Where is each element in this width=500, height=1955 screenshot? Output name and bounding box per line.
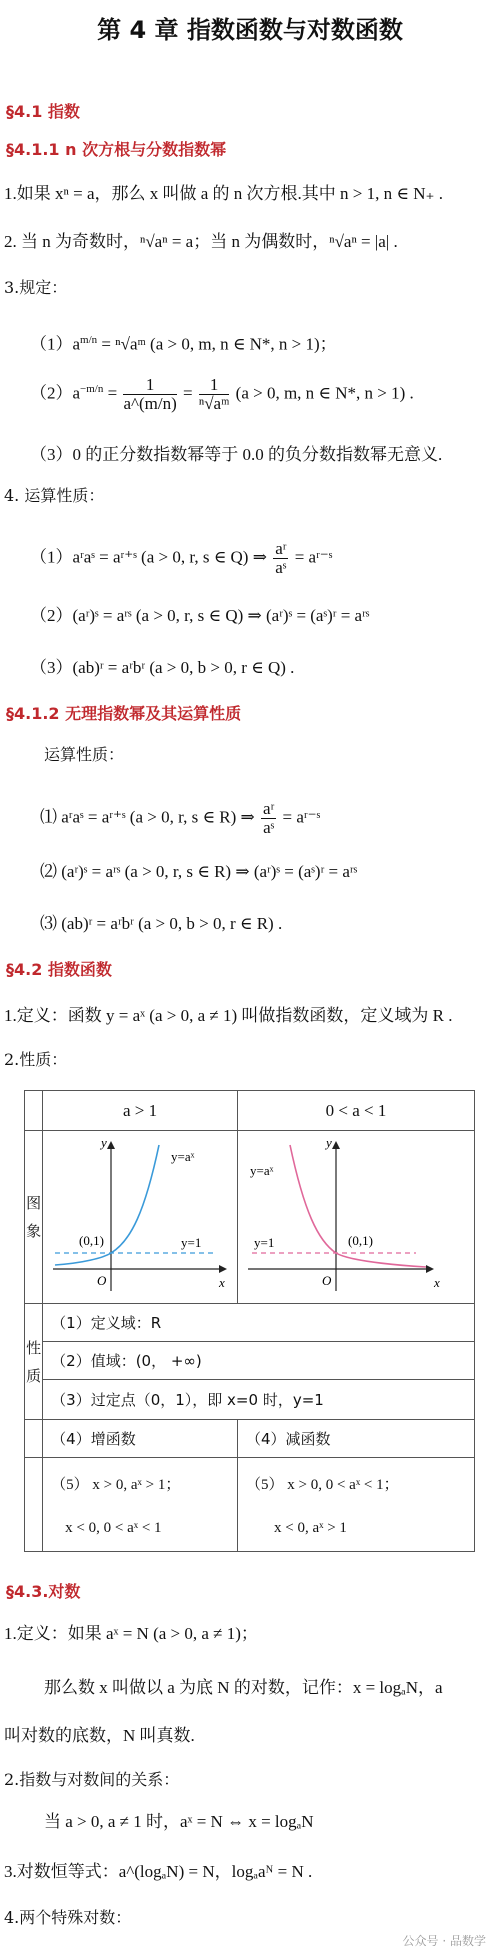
right-line-label: y=1	[254, 1235, 275, 1250]
prop-range: （2）值域：(0， +∞)	[43, 1342, 475, 1380]
rule-1	[30, 330, 337, 355]
left-origin: O	[97, 1273, 107, 1288]
prop-sign-decreasing: （5） x > 0, 0 < aˣ < 1； x < 0, aˣ > 1	[238, 1458, 475, 1552]
log-def: 1.定义：如果 aˣ = N (a > 0, a ≠ 1)；	[4, 1624, 258, 1643]
rule-title: 3.规定：	[4, 278, 68, 297]
log-def-2: 那么数 x 叫做以 a 为底 N 的对数，记作：x = logₐN，a	[44, 1678, 443, 1697]
rule-1-label: （1）	[30, 334, 73, 354]
header-a-gt-1: a > 1	[43, 1091, 238, 1131]
log-def-3: 叫对数的底数，N 叫真数.	[4, 1726, 195, 1745]
left-x-label: x	[219, 1275, 225, 1290]
image-row-label: 图 象	[25, 1131, 43, 1304]
exp-func-table	[24, 1090, 475, 1552]
graph-decreasing	[238, 1131, 474, 1299]
irr-op-1: ⑴ aʳaˢ = aʳ⁺ˢ (a > 0, r, s ∈ R) ⇒ $\frac{\text{aʳ}}{\text{aˢ}}$ = aʳ⁻ˢ	[40, 799, 321, 837]
watermark: 公众号 · 品数学	[402, 1934, 486, 1948]
decreasing-curve	[290, 1145, 426, 1267]
def-nth-root: 1.如果 xⁿ = a，那么 x 叫做 a 的 n 次方根.其中 n > 1, n ∈ N₊ .	[4, 184, 443, 203]
right-curve-label: y=aˣ	[250, 1163, 274, 1178]
graph-increasing-cell	[43, 1131, 238, 1304]
ops-title: 4. 运算性质：	[4, 486, 105, 505]
right-point-label: (0,1)	[348, 1233, 373, 1248]
op-1-frac: $\frac{\text{aʳ}}{\text{aˢ}}$	[275, 539, 287, 577]
property-row-label: 性 质	[25, 1304, 43, 1420]
irr-op-1-frac: $\frac{\text{aʳ}}{\text{aˢ}}$	[263, 799, 275, 837]
prop-blank-1	[25, 1420, 43, 1458]
left-point-label: (0,1)	[79, 1233, 105, 1248]
section-4-3-heading: §4.3.对数	[6, 1582, 81, 1601]
section-4-1-2-heading: §4.1.2 无理指数幂及其运算性质	[6, 704, 242, 723]
prop-domain: （1）定义域：R	[43, 1304, 475, 1342]
table-corner	[25, 1091, 43, 1131]
op-1: （1）aʳaˢ = aʳ⁺ˢ (a > 0, r, s ∈ Q) ⇒ $\frac{\text{aʳ}}{\text{aˢ}}$ = aʳ⁻ˢ	[30, 539, 333, 577]
left-y-label: y	[101, 1135, 107, 1150]
odd-even-root: 2. 当 n 为奇数时，ⁿ√aⁿ = a；当 n 为偶数时，ⁿ√aⁿ = |a| .	[4, 232, 398, 251]
rule-1-base: a	[72, 334, 81, 354]
exp-func-props-title: 2.性质：	[4, 1050, 68, 1069]
irr-op-3: ⑶ (ab)ʳ = aʳbʳ (a > 0, b > 0, r ∈ R) .	[40, 914, 283, 933]
exp-log-relation-title: 2.指数与对数间的关系：	[4, 1770, 180, 1789]
prop-increasing: （4）增函数	[43, 1420, 238, 1458]
rule-2-frac-b: $\frac{1}{\text{ⁿ√aᵐ}}$	[198, 375, 230, 413]
header-a-lt-1: 0 < a < 1	[238, 1091, 475, 1131]
op-2: （2）(aʳ)ˢ = aʳˢ (a > 0, r, s ∈ Q) ⇒ (aʳ)ˢ = (aˢ)ʳ = aʳˢ	[30, 606, 370, 625]
irr-ops-title: 运算性质：	[44, 745, 125, 764]
right-x-label: x	[434, 1275, 440, 1290]
irr-op-2: ⑵ (aʳ)ˢ = aʳˢ (a > 0, r, s ∈ R) ⇒ (aʳ)ˢ = (aˢ)ʳ = aʳˢ	[40, 862, 358, 881]
prop-decreasing: （4）减函数	[238, 1420, 475, 1458]
rule-2-label: （2）	[30, 383, 73, 403]
op-3: （3）(ab)ʳ = aʳbʳ (a > 0, b > 0, r ∈ Q) .	[30, 658, 295, 677]
right-y-label: y	[326, 1135, 332, 1150]
log-identity: 3.对数恒等式：a^(logₐN) = N，logₐaᴺ = N .	[4, 1862, 313, 1881]
graph-decreasing-cell	[238, 1131, 475, 1304]
right-origin: O	[322, 1273, 332, 1288]
left-line-label: y=1	[181, 1235, 202, 1250]
exp-func-def: 1.定义：函数 y = aˣ (a > 0, a ≠ 1) 叫做指数函数，定义域为 R .	[4, 1006, 453, 1025]
section-4-2-heading: §4.2 指数函数	[6, 960, 112, 979]
rule-2-cond: (a > 0, m, n ∈ N*, n > 1) .	[235, 383, 414, 403]
rule-1-exp: m/n	[80, 334, 98, 346]
rule-2: $(2)a^{-m/n}$ = $\frac{1}{a\^{}(m/n)}$ = $\frac{1}{\text{ⁿ√aᵐ}}$ (a > 0, m, n ∈ N*, n > 1) .	[30, 375, 414, 413]
rule-2-base: a	[72, 383, 81, 403]
section-4-1-heading: §4.1 指数	[6, 102, 80, 121]
section-4-1-1-heading: §4.1.1 n 次方根与分数指数幂	[6, 140, 227, 159]
prop-fixed-point: （3）过定点（0，1），即 x=0 时，y=1	[43, 1380, 475, 1420]
increasing-curve	[55, 1145, 159, 1265]
exp-log-relation: 当 a > 0, a ≠ 1 时，aˣ = N ⇔ x = logₐN	[44, 1812, 314, 1831]
graph-increasing	[43, 1131, 233, 1299]
prop-blank-2	[25, 1458, 43, 1552]
left-curve-label: y=aˣ	[171, 1149, 195, 1164]
rule-3: （3）0 的正分数指数幂等于 0.0 的负分数指数幂无意义.	[30, 445, 443, 464]
prop-sign-increasing: （5） x > 0, aˣ > 1； x < 0, 0 < aˣ < 1	[43, 1458, 238, 1552]
special-logs-title: 4.两个特殊对数：	[4, 1908, 132, 1927]
rule-2-frac-a: $\frac{1}{a\^{}(m/n)}$	[123, 375, 177, 413]
rule-2-exp: −m/n	[80, 382, 104, 395]
chapter-title: 第 4 章 指数函数与对数函数	[97, 16, 403, 44]
rule-1-rhs: = ⁿ√aᵐ (a > 0, m, n ∈ N*, n > 1)；	[101, 334, 337, 354]
